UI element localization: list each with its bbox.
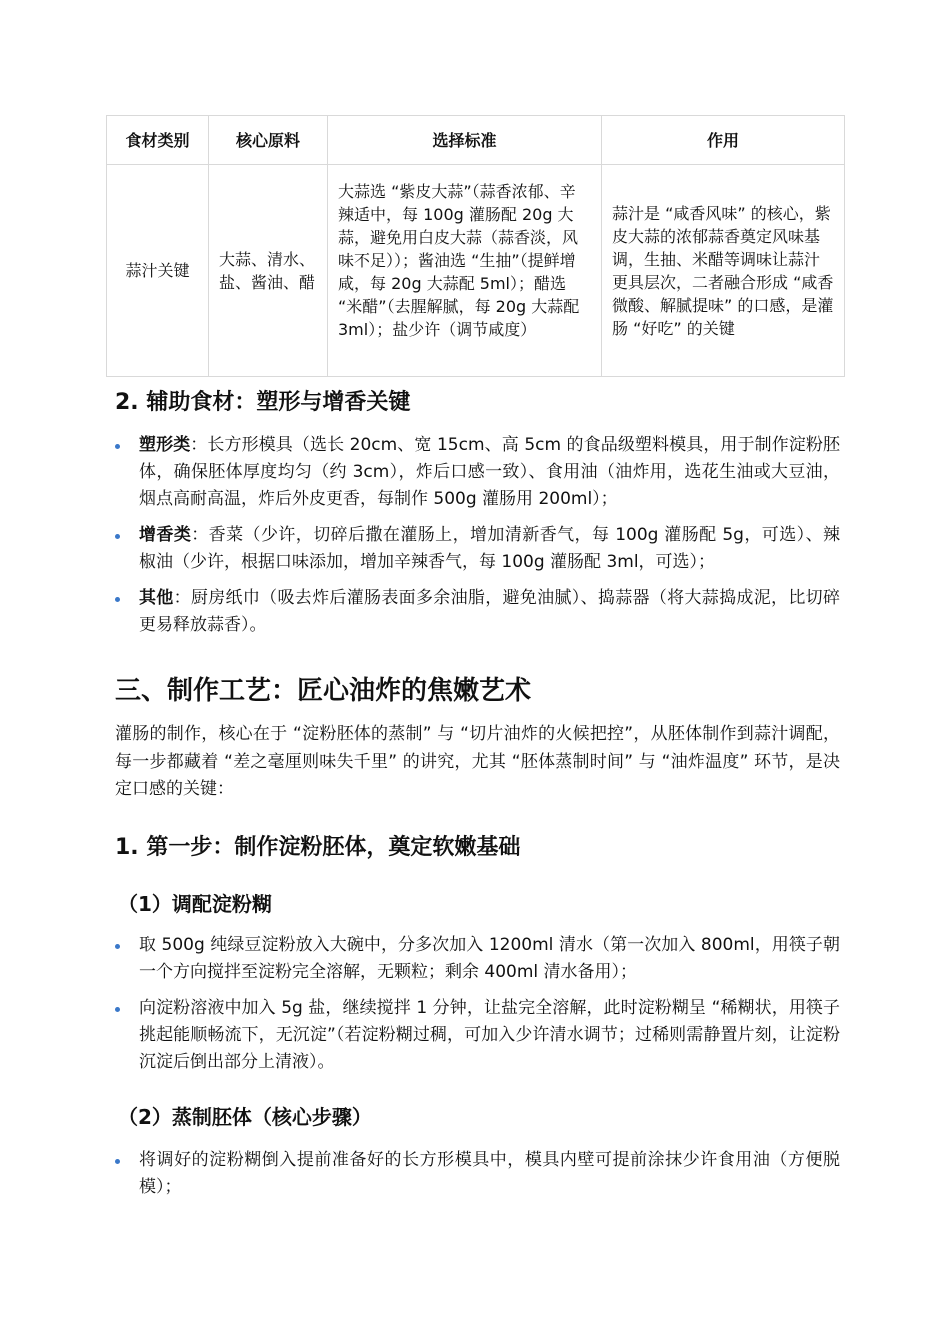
ingredient-table: [106, 115, 845, 377]
section3-heading: 三、制作工艺：匠心油炸的焦嫩艺术: [115, 676, 532, 706]
list-item-text: 将调好的淀粉糊倒入提前准备好的长方形模具中，模具内壁可提前涂抹少许食用油（方便脱模）；: [139, 1150, 840, 1197]
table-cell-effect: 蒜汁是 “咸香风味” 的核心，紫皮大蒜的浓郁蒜香奠定风味基调，生抽、米醋等调味让蒜汁更具层次，二者融合形成 “咸香微酸、解腻提味” 的口感，是灌肠 “好吃” 的关键: [602, 165, 845, 377]
table-header-effect: 作用: [602, 116, 845, 165]
list-item-label: 塑形类: [139, 435, 191, 455]
list-item: [115, 932, 840, 986]
bullet-icon: [115, 944, 120, 949]
section3-intro: 灌肠的制作，核心在于 “淀粉胚体的蒸制” 与 “切片油炸的火候把控”，从胚体制作到蒜汁调配，每一步都藏着 “差之毫厘则味失千里” 的讲究，尤其 “胚体蒸制时间” 与 “油炸温度” 环节，是决定口感的关键：: [115, 724, 840, 799]
list-item: [115, 585, 840, 639]
section2-heading-block: [115, 388, 840, 418]
list-item-text: 取 500g 纯绿豆淀粉放入大碗中，分多次加入 1200ml 清水（第一次加入 800ml，用筷子朝一个方向搅拌至淀粉完全溶解，无颗粒；剩余 400ml 清水备用）；: [139, 935, 840, 982]
table-cell-category: 蒜汁关键: [107, 165, 209, 377]
step1-heading-block: [115, 833, 840, 863]
table-header-row: [107, 116, 845, 165]
list-item-text: ：香菜（少许，切碎后撒在灌肠上，增加清新香气，每 100g 灌肠配 5g，可选）、辣椒油（少许，根据口味添加，增加辛辣香气，每 100g 灌肠配 3ml，可选）；: [139, 525, 840, 572]
section2-heading: 2. 辅助食材：塑形与增香关键: [115, 390, 411, 415]
steaming-list: [115, 1147, 840, 1201]
list-item-label: 增香类: [139, 525, 192, 545]
step1-sub1-heading: （1）调配淀粉糊: [118, 892, 272, 916]
list-item: [115, 1147, 840, 1201]
list-item: [115, 522, 840, 576]
step1-sub2-heading-block: [118, 1103, 843, 1131]
section3-intro-block: [115, 721, 840, 804]
list-item: [115, 432, 840, 513]
auxiliary-ingredients-list: [115, 432, 840, 639]
list-item-label: 其他: [139, 588, 174, 608]
bullet-icon: [115, 1007, 120, 1012]
bullet-icon: [115, 444, 120, 449]
step1-sub2-heading: （2）蒸制胚体（核心步骤）: [118, 1105, 372, 1129]
table-cell-materials: 大蒜、清水、盐、酱油、醋: [209, 165, 328, 377]
bullet-icon: [115, 534, 120, 539]
table-row: [107, 165, 845, 377]
table-header-materials: 核心原料: [209, 116, 328, 165]
list-item-text: ：长方形模具（选长 20cm、宽 15cm、高 5cm 的食品级塑料模具，用于制作淀粉胚体，确保胚体厚度均匀（约 3cm），炸后口感一致）、食用油（油炸用，选花生油或大豆油，烟点高耐高温，炸后外皮更香，每制作 500g 灌肠用 200ml）；: [139, 435, 840, 509]
table-header-standard: 选择标准: [328, 116, 602, 165]
table-cell-standard: 大蒜选 “紫皮大蒜”（蒜香浓郁、辛辣适中，每 100g 灌肠配 20g 大蒜，避免用白皮大蒜（蒜香淡，风味不足））；酱油选 “生抽”（提鲜增咸，每 20g 大蒜配 5ml）；醋选 “米醋”（去腥解腻，每 20g 大蒜配 3ml）；盐少许（调节咸度）: [328, 165, 602, 377]
list-item: [115, 995, 840, 1076]
step1-heading: 1. 第一步：制作淀粉胚体，奠定软嫩基础: [115, 835, 521, 860]
list-item-text: 向淀粉溶液中加入 5g 盐，继续搅拌 1 分钟，让盐完全溶解，此时淀粉糊呈 “稀糊状，用筷子挑起能顺畅流下，无沉淀”（若淀粉糊过稠，可加入少许清水调节；过稀则需静置片刻，让淀粉沉淀后倒出部分上清液）。: [139, 998, 840, 1072]
starch-paste-list: [115, 932, 840, 1076]
list-item-text: ：厨房纸巾（吸去炸后灌肠表面多余油脂，避免油腻）、捣蒜器（将大蒜捣成泥，比切碎更易释放蒜香）。: [139, 588, 840, 635]
bullet-icon: [115, 597, 120, 602]
section3-heading-block: [115, 674, 840, 708]
bullet-icon: [115, 1159, 120, 1164]
table-header-category: 食材类别: [107, 116, 209, 165]
step1-sub1-heading-block: [118, 890, 843, 918]
